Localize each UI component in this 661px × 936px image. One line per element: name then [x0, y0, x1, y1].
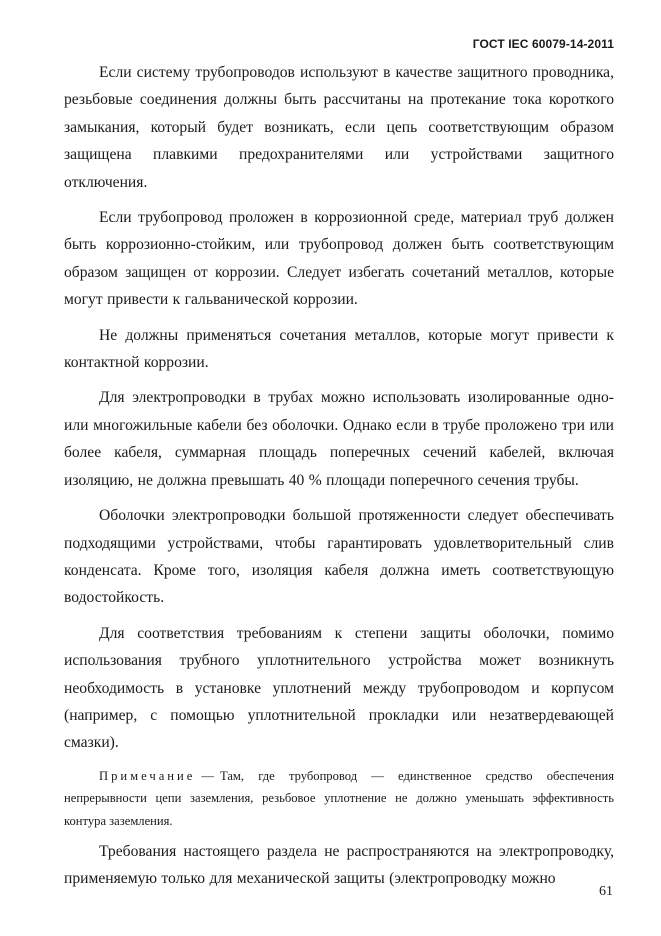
page-number: 61 — [599, 884, 613, 899]
paragraph-pipe-protective-conductor: Если систему трубопроводов используют в качестве защитного проводника, резьбовые соединения должны быть рассчитаны на протекание тока короткого замыкания, который будет возникать, если цепь соответствующим образом защищена плавкими предохранителями или устройствами защитного отключения. — [64, 64, 614, 191]
note-label: Примечание — [99, 768, 196, 783]
paragraph-contact-corrosion: Не должны применяться сочетания металлов, которые могут привести к контактной коррозии. — [64, 326, 614, 372]
paragraph-corrosive-environment: Если трубопровод проложен в коррозионной среде, материал труб должен быть коррозионно-стойким, или трубопровод должен быть соответствующим образом защищен от коррозии. Следует избегать сочетаний металлов, которые могут привести к гальванической коррозии. — [64, 209, 614, 309]
paragraph-ingress-protection: Для соответствия требованиям к степени защиты оболочки, помимо использования трубного уплотнительного устройства может возникнуть необходимость в установке уплотнений между трубопроводом и корпусом (например, с помощью уплотнительной прокладки или незатвердевающей смазки). — [64, 624, 614, 752]
paragraph-condensate-drain: Оболочки электропроводки большой протяженности следует обеспечивать подходящими устройствами, чтобы гарантировать удовлетворительный слив конденсата. Кроме того, изоляция кабеля должна иметь соответствующую водостойкость. — [64, 507, 614, 607]
body-text — [64, 59, 614, 901]
note-text: Там, где трубопровод — единственное средство обеспечения непрерывности цепи заземления, резьбовое уплотнение не должно уменьшать эффективность контура заземления. — [64, 768, 614, 828]
paragraph-cables-in-pipes: Для электропроводки в трубах можно использовать изолированные одно- или многожильные кабели без оболочки. Однако если в трубе проложено три или более кабеля, суммарная площадь поперечных сечений кабелей, включая изоляцию, не должна превышать 40 % площади поперечного сечения трубы. — [64, 389, 614, 489]
paragraph-section-scope: Требования настоящего раздела не распространяются на электропроводку, применяемую только для механической защиты (электропроводку можно — [64, 842, 614, 888]
note — [64, 765, 614, 832]
note-dash: — — [201, 768, 214, 783]
standard-header: ГОСТ IEC 60079-14-2011 — [472, 37, 614, 51]
